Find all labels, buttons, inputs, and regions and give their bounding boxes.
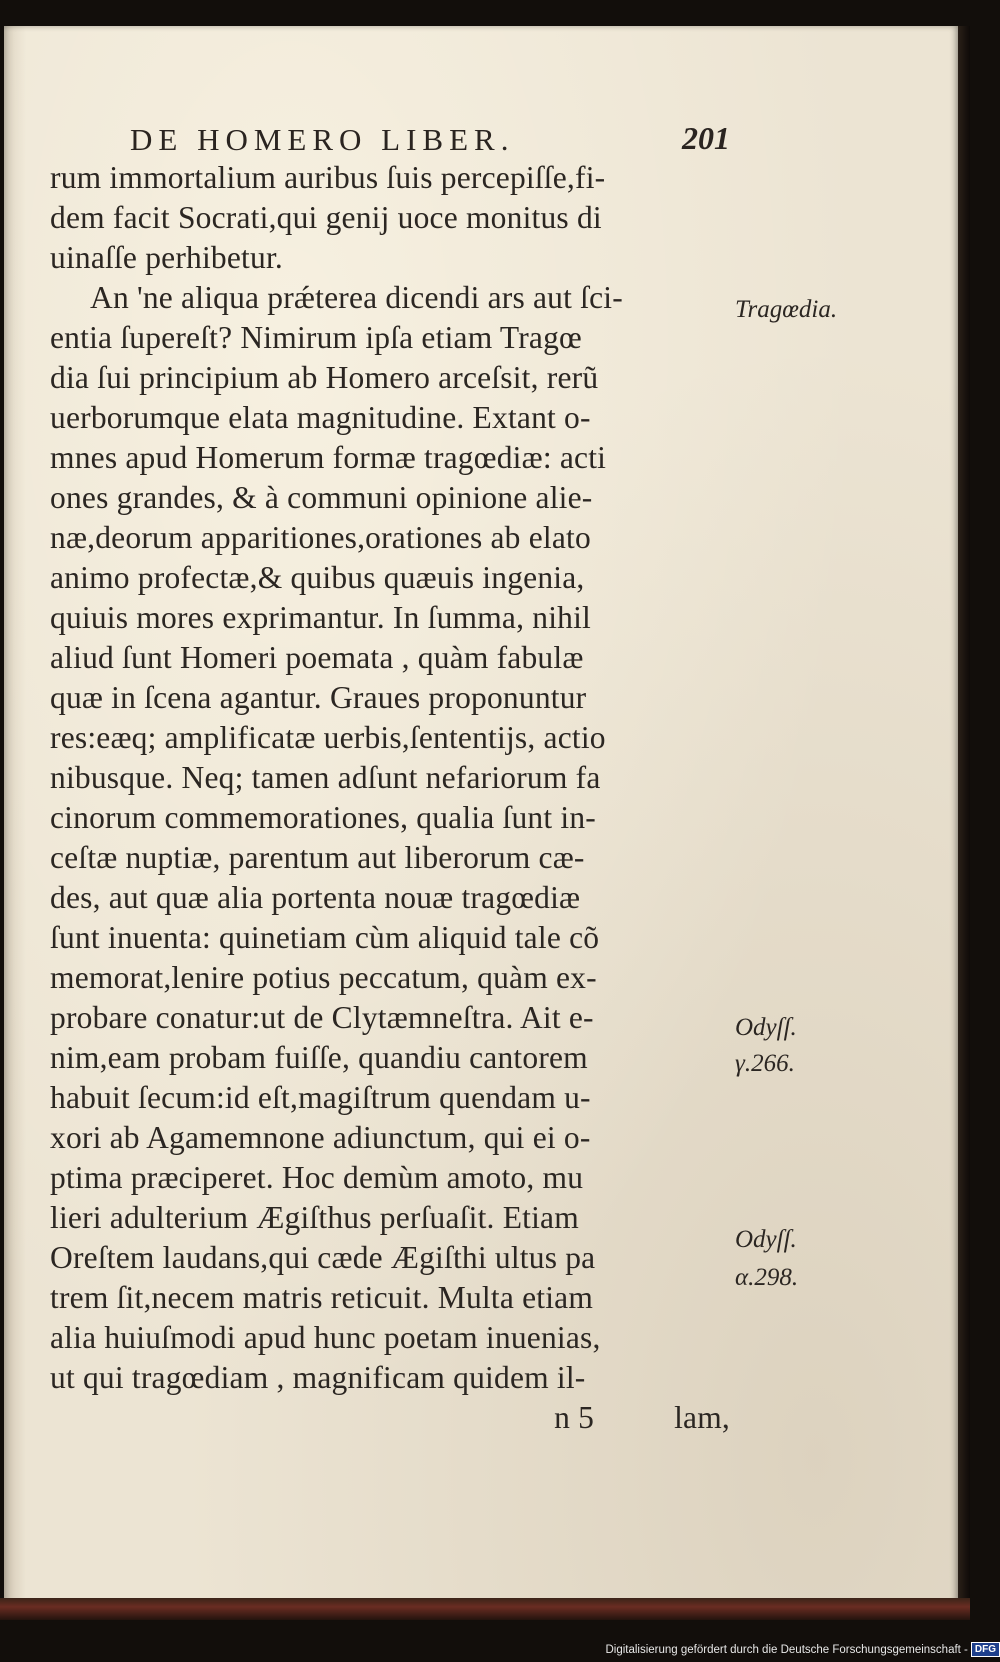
text-line: uinaſſe perhibetur. — [50, 240, 283, 275]
text-line: ſunt inuenta: quinetiam cùm aliquid tale cõ — [50, 920, 600, 955]
margin-note-odyss-1-ref: γ.266. — [735, 1050, 795, 1077]
page-right-edge — [958, 26, 970, 1616]
text-line: habuit ſecum:id eſt,magiſtrum quendam u- — [50, 1080, 591, 1115]
text-line: probare conatur:ut de Clytæmneſtra. Ait e- — [50, 1000, 594, 1035]
text-line: ut qui tragœdiam , magnificam quidem il- — [50, 1360, 586, 1395]
page-number: 201 — [682, 120, 730, 156]
signature-catchword-line — [50, 1398, 740, 1438]
text-line: quæ in ſcena agantur. Graues proponuntur — [50, 680, 587, 715]
page-bottom-edge — [0, 1598, 970, 1620]
text-line: aliud ſunt Homeri poemata , quàm fabulæ — [50, 640, 584, 675]
text-line: lieri adulterium Ægiſthus perſuaſit. Etiam — [50, 1200, 579, 1235]
credit-text: Digitalisierung gefördert durch die Deutsche Forschungsgemeinschaft - — [605, 1644, 968, 1656]
signature-mark: n 5 — [554, 1400, 595, 1435]
margin-note-odyss-2: Odyſſ. — [735, 1226, 797, 1253]
text-line: trem ſit,necem matris reticuit. Multa etiam — [50, 1280, 594, 1315]
text-line: dem facit Socrati,qui genij uoce monitus di — [50, 200, 602, 235]
text-line: animo profectæ,& quibus quæuis ingenia, — [50, 560, 585, 595]
text-line: xori ab Agamemnone adiunctum, qui ei o- — [50, 1120, 591, 1155]
text-line: des, aut quæ alia portenta nouæ tragœdiæ — [50, 880, 581, 915]
text-line: An 'ne aliqua prǽterea dicendi ars aut ſci- — [90, 280, 623, 315]
text-line: entia ſupereſt? Nimirum ipſa etiam Tragœ — [50, 320, 583, 355]
text-line: alia huiuſmodi apud hunc poetam inuenias, — [50, 1320, 601, 1355]
dfg-logo: DFG — [971, 1642, 1000, 1657]
text-line: nibusque. Neq; tamen adſunt nefariorum fa — [50, 760, 601, 795]
text-line: quiuis mores exprimantur. In ſumma, nihil — [50, 600, 592, 635]
text-line: memorat,lenire potius peccatum, quàm ex- — [50, 960, 597, 995]
text-line: ones grandes, & à communi opinione alie- — [50, 480, 593, 515]
text-line: næ,deorum apparitiones,orationes ab elato — [50, 520, 591, 555]
text-line: uerborumque elata magnitudine. Extant o- — [50, 400, 591, 435]
running-head: DE HOMERO LIBER. — [130, 122, 515, 157]
catchword: lam, — [674, 1400, 730, 1435]
text-line: dia ſui principium ab Homero arceſsit, rerũ — [50, 360, 599, 395]
margin-note-odyss-1: Odyſſ. — [735, 1014, 797, 1041]
text-line: Oreſtem laudans,qui cæde Ægiſthi ultus pa — [50, 1240, 596, 1275]
text-line: mnes apud Homerum formæ tragœdiæ: acti — [50, 440, 607, 475]
body-text — [50, 158, 740, 1438]
text-line: res:eæq; amplificatæ uerbis,ſententijs, actio — [50, 720, 606, 755]
text-line: ptima præciperet. Hoc demùm amoto, mu — [50, 1160, 584, 1195]
margin-note-odyss-2-ref: α.298. — [735, 1264, 799, 1291]
text-line: ceſtæ nuptiæ, parentum aut liberorum cæ- — [50, 840, 585, 875]
digitization-credit — [560, 1640, 1000, 1660]
text-line: nim,eam probam fuiſſe, quandiu cantorem — [50, 1040, 588, 1075]
text-line: cinorum commemorationes, qualia ſunt in- — [50, 800, 596, 835]
text-line: rum immortalium auribus ſuis percepiſſe,fi- — [50, 160, 606, 195]
margin-note-tragoedia: Tragœdia. — [735, 296, 838, 323]
